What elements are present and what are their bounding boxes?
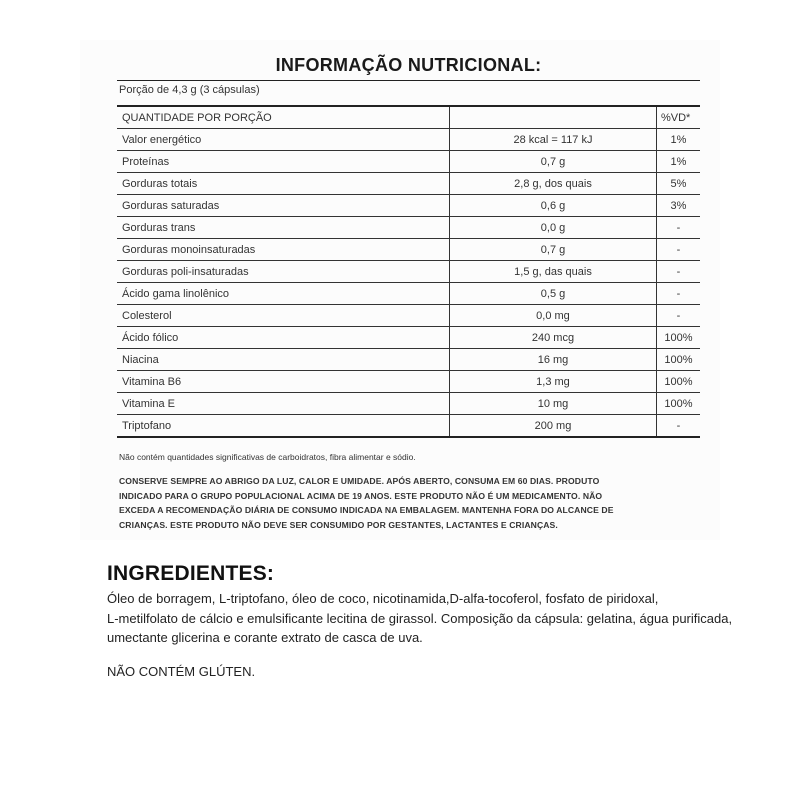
nutrient-amount: 2,8 g, dos quais <box>450 173 657 195</box>
nutrient-vd: - <box>657 415 701 438</box>
nutrient-amount: 200 mg <box>450 415 657 438</box>
header-quantity: QUANTIDADE POR PORÇÃO <box>117 106 450 129</box>
warning-line: EXCEDA A RECOMENDAÇÃO DIÁRIA DE CONSUMO INDICADA NA EMBALAGEM. MANTENHA FORA DO ALCANCE DE <box>119 505 614 516</box>
table-row <box>117 151 700 173</box>
nutrient-amount: 240 mcg <box>450 327 657 349</box>
nutrient-amount: 0,5 g <box>450 283 657 305</box>
table-row <box>117 173 700 195</box>
warning-line: CONSERVE SEMPRE AO ABRIGO DA LUZ, CALOR E UMIDADE. APÓS ABERTO, CONSUMA EM 60 DIAS. PRODUTO <box>119 476 600 486</box>
header-vd: %VD* <box>657 106 701 129</box>
ingredients-list <box>107 589 797 648</box>
nutrient-amount: 1,5 g, das quais <box>450 261 657 283</box>
nutrient-name: Vitamina B6 <box>117 371 450 393</box>
nutrient-name: Ácido gama linolênico <box>117 283 450 305</box>
title-divider <box>117 80 700 81</box>
nutrient-vd: 1% <box>657 129 701 151</box>
ingredients-line: Óleo de borragem, L-triptofano, óleo de coco, nicotinamida,D-alfa-tocoferol, fosfato de piridoxal, <box>107 591 659 606</box>
nutrition-title: INFORMAÇÃO NUTRICIONAL: <box>275 55 542 75</box>
nutrient-vd: - <box>657 283 701 305</box>
nutrient-name: Gorduras monoinsaturadas <box>117 239 450 261</box>
nutrient-amount: 10 mg <box>450 393 657 415</box>
table-row <box>117 349 700 371</box>
ingredients-line: L-metilfolato de cálcio e emulsificante lecitina de girassol. Composição da cápsula: gelatina, água purificada, <box>107 610 733 626</box>
nutrient-amount: 0,0 g <box>450 217 657 239</box>
table-row <box>117 393 700 415</box>
nutrient-amount: 16 mg <box>450 349 657 371</box>
table-row <box>117 371 700 393</box>
nutrient-amount: 0,6 g <box>450 195 657 217</box>
gluten-statement: NÃO CONTÉM GLÚTEN. <box>107 664 256 679</box>
table-row <box>117 305 700 327</box>
nutrition-footnote: Não contém quantidades significativas de carboidratos, fibra alimentar e sódio. <box>119 452 416 462</box>
table-row <box>117 195 700 217</box>
ingredients-line: umectante glicerina e corante extrato de casca de uva. <box>107 630 423 645</box>
table-row <box>117 283 700 305</box>
nutrient-name: Ácido fólico <box>117 327 450 349</box>
table-header-row <box>117 106 700 129</box>
nutrient-name: Niacina <box>117 349 450 371</box>
nutrient-vd: 100% <box>657 371 701 393</box>
ingredients-title: INGREDIENTES: <box>107 562 275 585</box>
nutrient-vd: 5% <box>657 173 701 195</box>
table-row <box>117 239 700 261</box>
nutrient-name: Triptofano <box>117 415 450 438</box>
nutrient-name: Colesterol <box>117 305 450 327</box>
nutrient-vd: - <box>657 217 701 239</box>
table-row <box>117 217 700 239</box>
nutrient-vd: 100% <box>657 349 701 371</box>
nutrient-amount: 0,7 g <box>450 239 657 261</box>
nutrient-vd: 100% <box>657 327 701 349</box>
nutrient-name: Gorduras trans <box>117 217 450 239</box>
nutrient-name: Gorduras totais <box>117 173 450 195</box>
serving-size: Porção de 4,3 g (3 cápsulas) <box>119 84 260 96</box>
nutrient-vd: 100% <box>657 393 701 415</box>
nutrient-name: Gorduras poli-insaturadas <box>117 261 450 283</box>
nutrient-amount: 1,3 mg <box>450 371 657 393</box>
nutrient-vd: 3% <box>657 195 701 217</box>
nutrient-vd: - <box>657 261 701 283</box>
table-row <box>117 261 700 283</box>
nutrition-table <box>117 105 700 438</box>
nutrient-name: Vitamina E <box>117 393 450 415</box>
nutrient-name: Gorduras saturadas <box>117 195 450 217</box>
nutrient-name: Valor energético <box>117 129 450 151</box>
table-row <box>117 415 700 438</box>
table-row <box>117 129 700 151</box>
storage-warning <box>119 474 699 533</box>
warning-line: CRIANÇAS. ESTE PRODUTO NÃO DEVE SER CONSUMIDO POR GESTANTES, LACTANTES E CRIANÇAS. <box>119 520 558 531</box>
nutrient-amount: 28 kcal = 117 kJ <box>450 129 657 151</box>
nutrient-name: Proteínas <box>117 151 450 173</box>
table-row <box>117 327 700 349</box>
nutrient-vd: 1% <box>657 151 701 173</box>
nutrient-vd: - <box>657 239 701 261</box>
nutrient-amount: 0,7 g <box>450 151 657 173</box>
header-amount <box>450 106 657 129</box>
nutrient-vd: - <box>657 305 701 327</box>
warning-line: INDICADO PARA O GRUPO POPULACIONAL ACIMA DE 19 ANOS. ESTE PRODUTO NÃO É UM MEDICAMENTO. NÃO <box>119 490 603 501</box>
nutrient-amount: 0,0 mg <box>450 305 657 327</box>
